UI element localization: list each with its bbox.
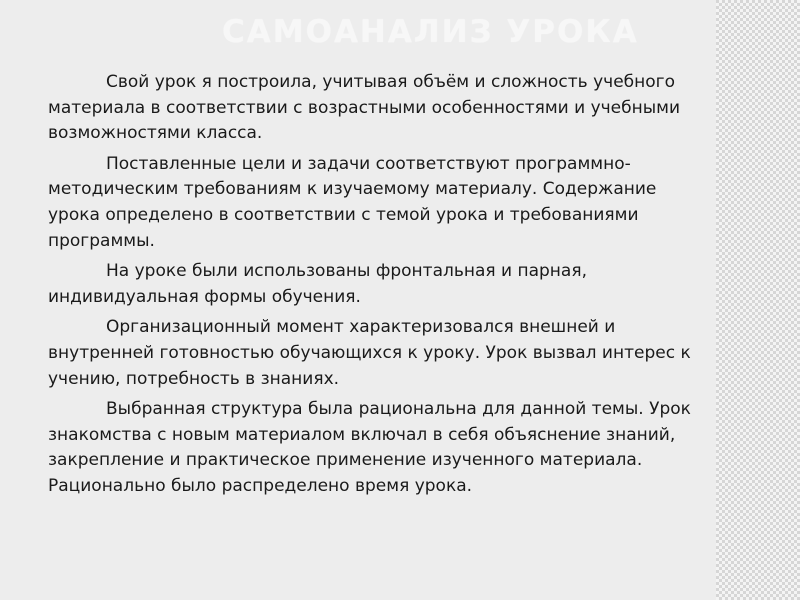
slide-body xyxy=(48,70,712,505)
paragraph-4: Организационный момент характеризовался внешней и внутренней готовностью обучающихся к уроку. Урок вызвал интерес к учению, потребность в знаниях. xyxy=(48,317,691,389)
paragraph-1: Свой урок я построила, учитывая объём и сложность учебного материала в соответствии с возрастными особенностями и учебными возможностями класса. xyxy=(48,72,681,144)
decorative-side-band xyxy=(716,0,800,600)
paragraph-5: Выбранная структура была рациональна для данной темы. Урок знакомства с новым материалом включал в себя объяснение знаний, закрепление и практическое применение изученного материала. Рационально было распределено время урока. xyxy=(48,399,691,496)
paragraph-3: На уроке были использованы фронтальная и парная, индивидуальная формы обучения. xyxy=(48,261,587,307)
slide-title: САМОАНАЛИЗ УРОКА xyxy=(222,14,639,50)
paragraph-2: Поставленные цели и задачи соответствуют программно-методическим требованиям к изучаемому материалу. Содержание урока определено в соответствии с темой урока и требованиями программы. xyxy=(48,153,657,251)
